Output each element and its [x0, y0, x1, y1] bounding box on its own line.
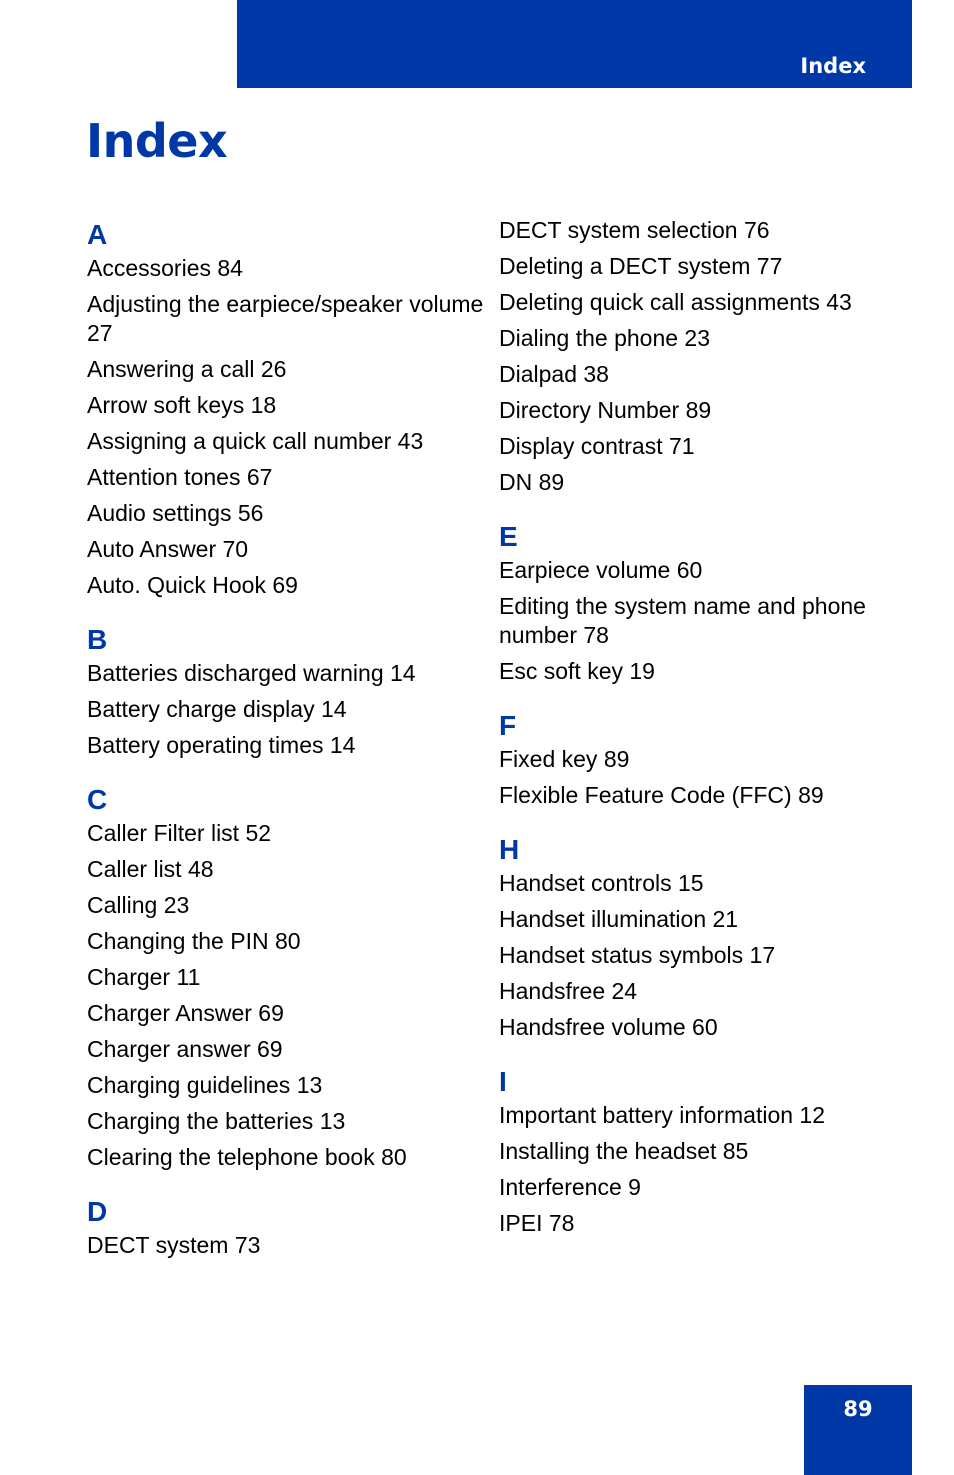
index-entry: Important battery information 12	[499, 1102, 825, 1128]
page-title: Index	[86, 114, 228, 168]
index-column-right	[499, 216, 899, 1259]
page-number: 89	[843, 1397, 873, 1421]
index-entry: Attention tones 67	[87, 464, 273, 490]
index-entry: DN 89	[499, 469, 565, 495]
index-entry: Clearing the telephone book 80	[87, 1144, 407, 1170]
section-letter: D	[87, 1196, 108, 1227]
index-entry: Batteries discharged warning 14	[87, 660, 416, 686]
index-entry: Installing the headset 85	[499, 1138, 749, 1164]
index-group	[87, 1193, 487, 1260]
header-bar	[237, 0, 912, 88]
index-entry: Caller Filter list 52	[87, 820, 272, 846]
index-entry: Charging guidelines 13	[87, 1072, 323, 1098]
index-column-left	[87, 216, 487, 1281]
index-entry: Auto Answer 70	[87, 536, 249, 562]
index-entry: Adjusting the earpiece/speaker volume 27	[87, 291, 484, 346]
index-entry: Handsfree volume 60	[499, 1014, 718, 1040]
index-entry: Charging the batteries 13	[87, 1108, 346, 1134]
index-group	[499, 831, 899, 1042]
index-entry: Auto. Quick Hook 69	[87, 572, 298, 598]
index-entry: Directory Number 89	[499, 397, 712, 423]
index-entry: Handset controls 15	[499, 870, 704, 896]
index-group	[499, 1063, 899, 1238]
index-group	[87, 781, 487, 1172]
section-letter: B	[87, 624, 108, 655]
index-entry: Battery charge display 14	[87, 696, 347, 722]
index-entry: Esc soft key 19	[499, 658, 655, 684]
index-entry: Accessories 84	[87, 255, 243, 281]
index-entry: Fixed key 89	[499, 746, 630, 772]
index-entry: Caller list 48	[87, 856, 214, 882]
index-entry: IPEI 78	[499, 1210, 575, 1236]
section-letter: A	[87, 219, 108, 250]
index-entry: Arrow soft keys 18	[87, 392, 277, 418]
index-entry: Battery operating times 14	[87, 732, 356, 758]
index-entry: DECT system selection 76	[499, 217, 770, 243]
index-entry: Answering a call 26	[87, 356, 287, 382]
index-group	[87, 621, 487, 760]
index-group	[499, 216, 899, 497]
section-letter: H	[499, 834, 520, 865]
index-group	[499, 707, 899, 810]
index-entry: Display contrast 71	[499, 433, 695, 459]
section-letter: C	[87, 784, 108, 815]
index-entry: Assigning a quick call number 43	[87, 428, 424, 454]
index-group	[87, 216, 487, 600]
index-entry: Charger Answer 69	[87, 1000, 284, 1026]
index-entry: Handset status symbols 17	[499, 942, 776, 968]
header-label: Index	[800, 54, 866, 78]
index-entry: Earpiece volume 60	[499, 557, 703, 583]
section-letter: I	[499, 1066, 507, 1097]
index-entry: Deleting quick call assignments 43	[499, 289, 852, 315]
index-entry: Handsfree 24	[499, 978, 638, 1004]
section-letter: F	[499, 710, 517, 741]
index-entry: DECT system 73	[87, 1232, 261, 1258]
index-entry: Editing the system name and phone number 78	[499, 593, 866, 648]
section-letter: E	[499, 521, 518, 552]
index-entry: Charger 11	[87, 964, 201, 990]
index-entry: Flexible Feature Code (FFC) 89	[499, 782, 824, 808]
index-entry: Charger answer 69	[87, 1036, 283, 1062]
index-entry: Audio settings 56	[87, 500, 264, 526]
index-entry: Dialpad 38	[499, 361, 609, 387]
footer-box	[804, 1385, 912, 1475]
index-entry: Interference 9	[499, 1174, 641, 1200]
index-entry: Calling 23	[87, 892, 190, 918]
index-group	[499, 518, 899, 686]
index-entry: Handset illumination 21	[499, 906, 739, 932]
index-entry: Changing the PIN 80	[87, 928, 301, 954]
index-entry: Dialing the phone 23	[499, 325, 710, 351]
index-entry: Deleting a DECT system 77	[499, 253, 783, 279]
